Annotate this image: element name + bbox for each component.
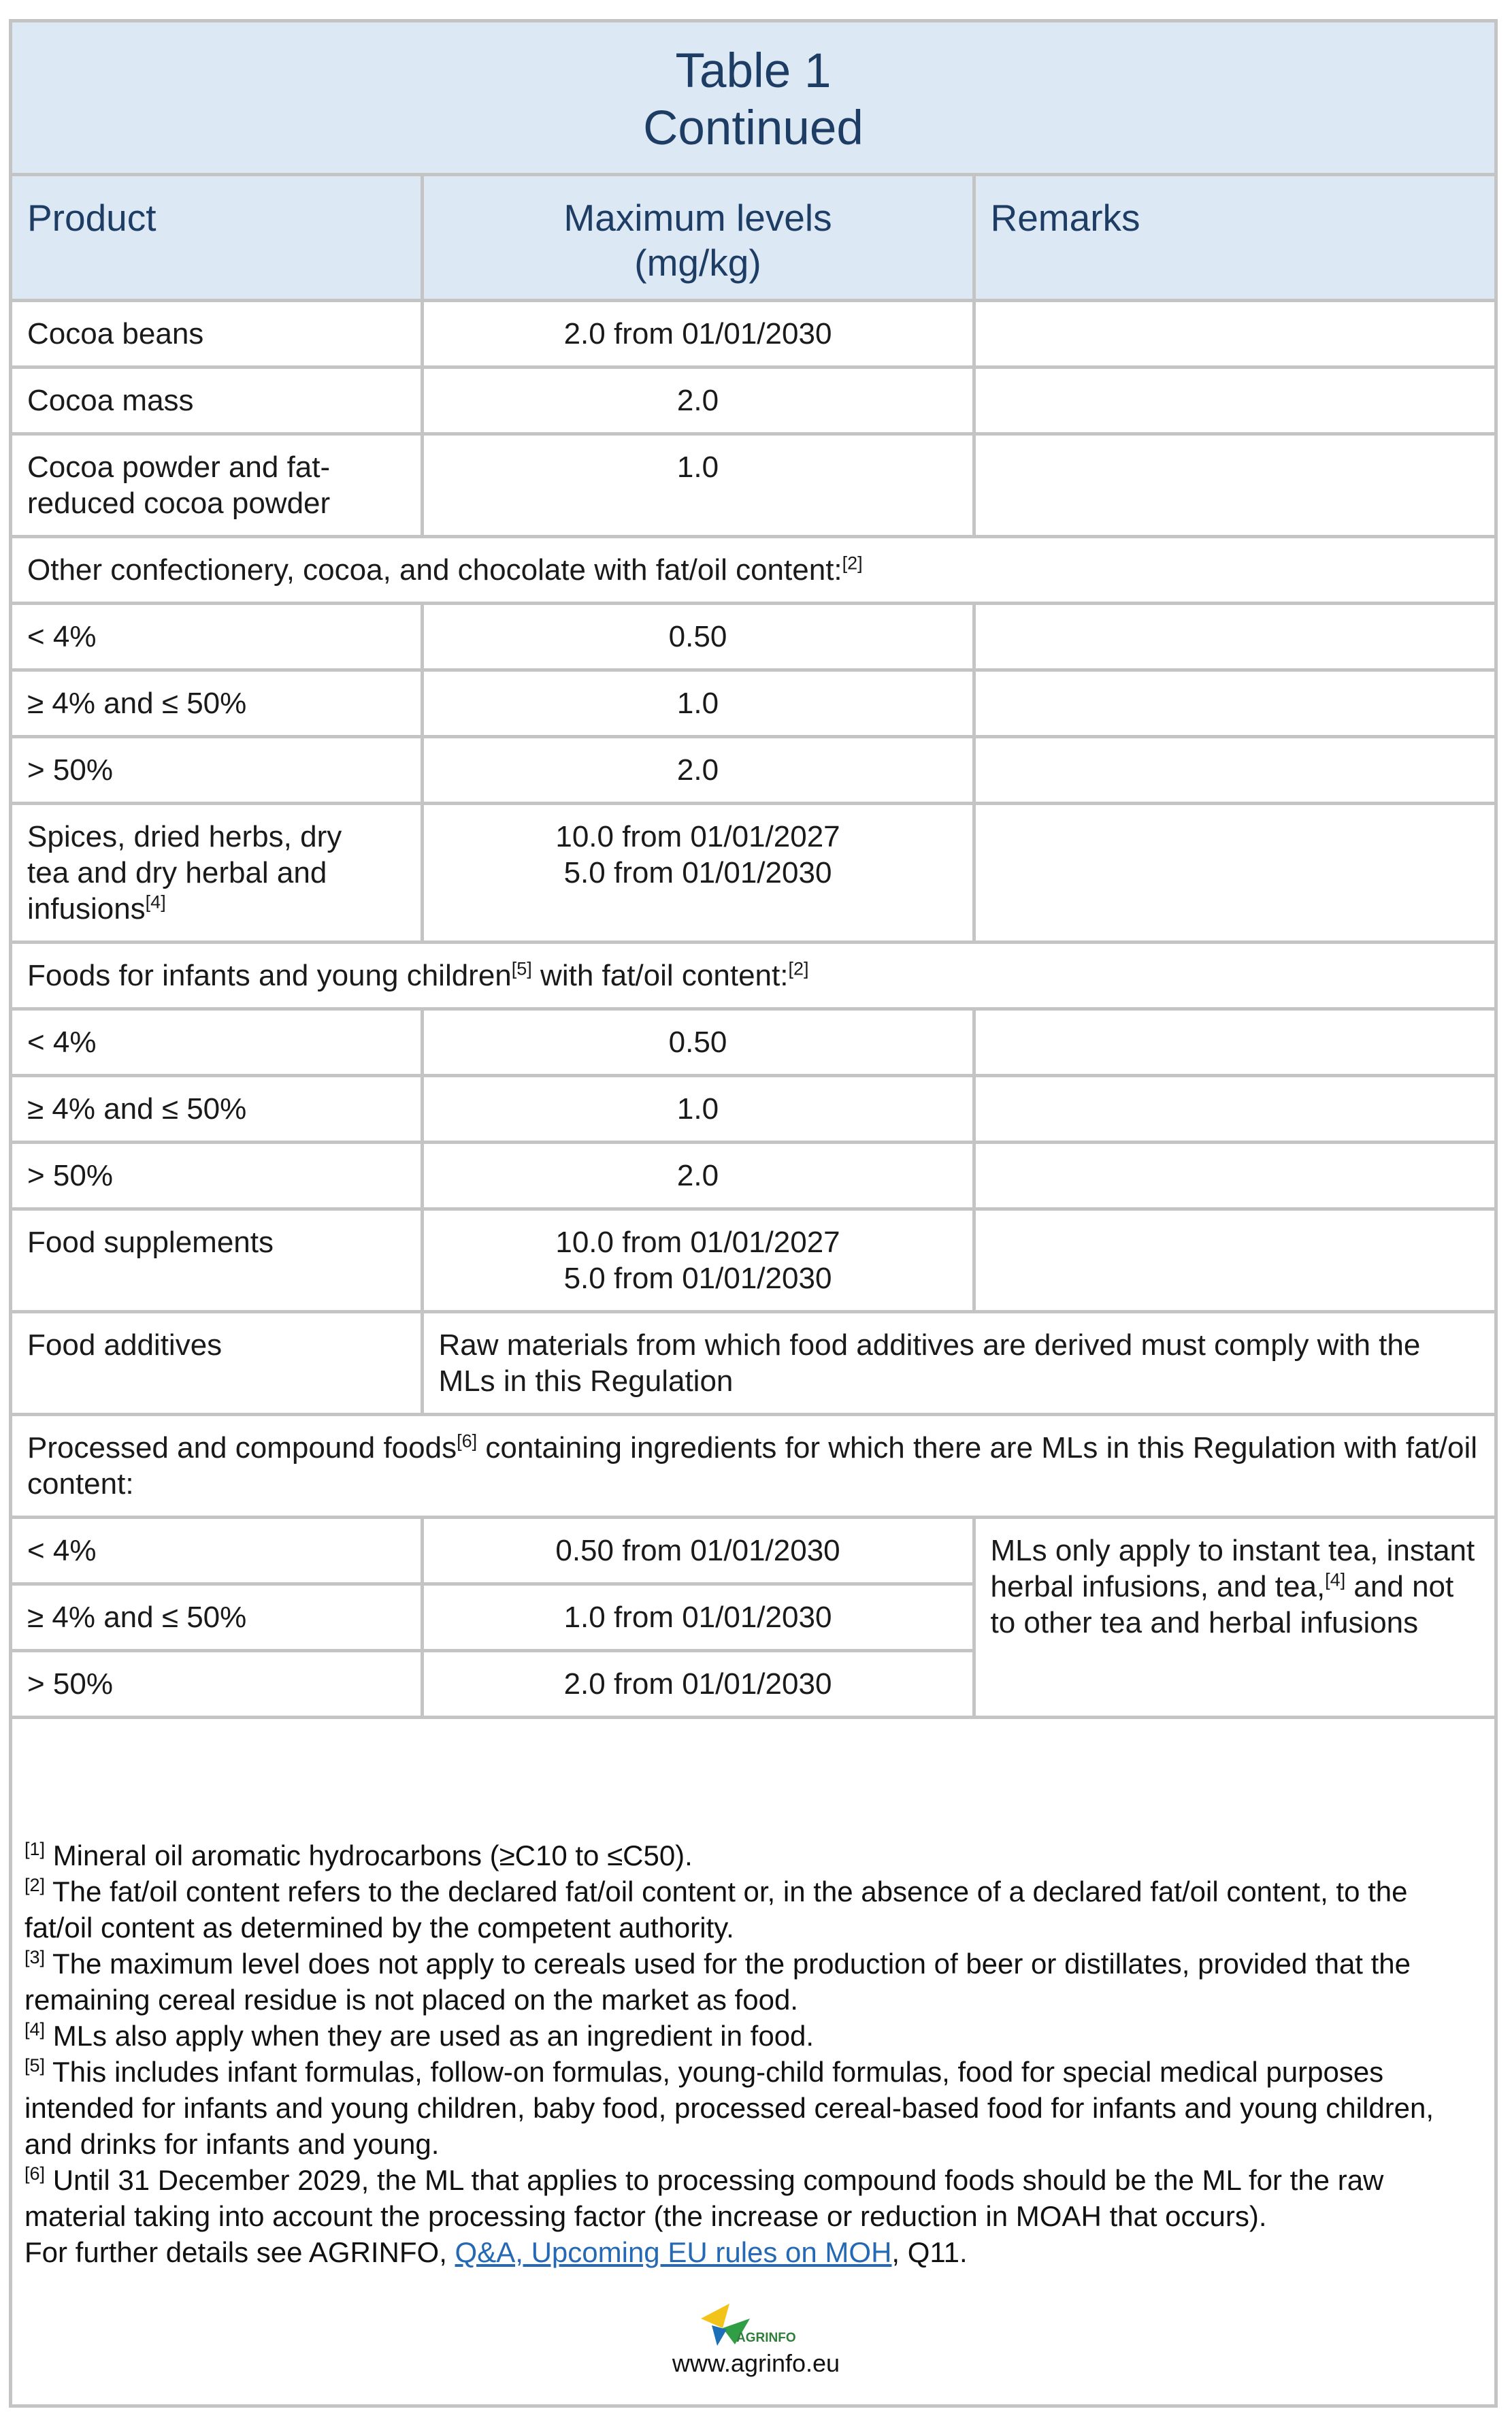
table-row <box>12 1076 1494 1143</box>
agrinfo-logo-icon <box>687 2298 810 2353</box>
header-product: Product <box>12 176 422 301</box>
moh-qa-link[interactable]: Q&A, Upcoming EU rules on MOH <box>455 2236 892 2268</box>
svg-text:AGRINFO: AGRINFO <box>736 2331 796 2345</box>
section-heading-row <box>12 1415 1494 1518</box>
section-heading: Processed and compound foods[6] containing ingredients for which there are MLs in this Regulation with fat/oil content: <box>12 1415 1494 1518</box>
section-heading-row <box>12 943 1494 1009</box>
ml-cell: 2.0 from 01/01/2030 <box>422 301 974 367</box>
fat-range-cell: ≥ 4% and ≤ 50% <box>12 1584 422 1651</box>
table-row <box>12 737 1494 804</box>
ml-cell: 2.0 <box>422 1143 974 1209</box>
remarks-cell <box>974 670 1494 737</box>
product-cell: Cocoa powder and fat- reduced cocoa powder <box>12 434 422 537</box>
remarks-cell <box>974 1209 1494 1312</box>
ml-cell: 0.50 from 01/01/2030 <box>422 1518 974 1584</box>
ml-cell: 0.50 <box>422 1009 974 1076</box>
footnote: [1] Mineral oil aromatic hydrocarbons (≥C10 to ≤C50). <box>24 1839 693 1871</box>
fat-range-cell: ≥ 4% and ≤ 50% <box>12 670 422 737</box>
ml-cell: 2.0 <box>422 367 974 434</box>
ml-cell: 1.0 <box>422 670 974 737</box>
ml-cell: 1.0 <box>422 1076 974 1143</box>
ml-cell: 1.0 <box>422 434 974 537</box>
fat-range-cell: > 50% <box>12 1651 422 1718</box>
table-row <box>12 301 1494 367</box>
footnote: [6] Until 31 December 2029, the ML that applies to processing compound foods should be the ML for the raw material taking into account the processing factor (the increase or reduction in MOAH that occurs). <box>24 2163 1384 2232</box>
table-row <box>12 604 1494 670</box>
table-row <box>12 367 1494 434</box>
website-url: www.agrinfo.eu <box>672 2349 840 2377</box>
remarks-cell <box>974 737 1494 804</box>
ml-cell: Raw materials from which food additives are derived must comply with the MLs in this Regulation <box>422 1312 1494 1415</box>
remarks-cell <box>974 604 1494 670</box>
table-row <box>12 1143 1494 1209</box>
ml-cell: 0.50 <box>422 604 974 670</box>
footnote: [3] The maximum level does not apply to cereals used for the production of beer or distillates, provided that the remaining cereal residue is not placed on the market as food. <box>24 1947 1411 2016</box>
ml-table <box>12 176 1494 1719</box>
footnotes <box>24 1837 1467 2270</box>
product-cell: Cocoa mass <box>12 367 422 434</box>
section-heading-row <box>12 537 1494 604</box>
table-row <box>12 434 1494 537</box>
table-title-line1: Table 1 <box>675 44 832 98</box>
fat-range-cell: > 50% <box>12 737 422 804</box>
remarks-cell <box>974 301 1494 367</box>
fat-range-cell: < 4% <box>12 1518 422 1584</box>
further-details: For further details see AGRINFO, Q&A, Upcoming EU rules on MOH, Q11. <box>24 2236 968 2268</box>
header-remarks: Remarks <box>974 176 1494 301</box>
remarks-cell <box>974 434 1494 537</box>
remarks-cell <box>974 804 1494 943</box>
table-title-line2: Continued <box>643 101 864 155</box>
remarks-cell <box>974 367 1494 434</box>
ml-cell: 1.0 from 01/01/2030 <box>422 1584 974 1651</box>
product-cell: Spices, dried herbs, dry tea and dry herbal and infusions[4] <box>12 804 422 943</box>
remarks-cell <box>974 1143 1494 1209</box>
remarks-cell: MLs only apply to instant tea, instant herbal infusions, and tea,[4] and not to other tea and herbal infusions <box>974 1518 1494 1718</box>
footnote: [2] The fat/oil content refers to the declared fat/oil content or, in the absence of a declared fat/oil content, to the fat/oil content as determined by the competent authority. <box>24 1875 1408 1944</box>
table-title <box>12 22 1494 176</box>
ml-cell: 10.0 from 01/01/2027 5.0 from 01/01/2030 <box>422 804 974 943</box>
fat-range-cell: > 50% <box>12 1143 422 1209</box>
fat-range-cell: < 4% <box>12 1009 422 1076</box>
table-row <box>12 1009 1494 1076</box>
section-heading: Other confectionery, cocoa, and chocolate with fat/oil content:[2] <box>12 537 1494 604</box>
fat-range-cell: ≥ 4% and ≤ 50% <box>12 1076 422 1143</box>
header-row <box>12 176 1494 301</box>
table-row <box>12 804 1494 943</box>
footnote: [4] MLs also apply when they are used as an ingredient in food. <box>24 2019 815 2052</box>
remarks-cell <box>974 1009 1494 1076</box>
table-row <box>12 1312 1494 1415</box>
ml-cell: 10.0 from 01/01/2027 5.0 from 01/01/2030 <box>422 1209 974 1312</box>
product-cell: Food additives <box>12 1312 422 1415</box>
remarks-cell <box>974 1076 1494 1143</box>
fat-range-cell: < 4% <box>12 604 422 670</box>
table-row <box>12 1518 1494 1584</box>
header-max-levels: Maximum levels (mg/kg) <box>422 176 974 301</box>
table-row <box>12 1209 1494 1312</box>
footnote: [5] This includes infant formulas, follow-on formulas, young-child formulas, food for special medical purposes intended for infants and young children, baby food, processed cereal-based food for infants and young children, and drinks for infants and young. <box>24 2055 1434 2160</box>
table-row <box>12 670 1494 737</box>
product-cell: Food supplements <box>12 1209 422 1312</box>
ml-cell: 2.0 <box>422 737 974 804</box>
ml-cell: 2.0 from 01/01/2030 <box>422 1651 974 1718</box>
section-heading: Foods for infants and young children[5] with fat/oil content:[2] <box>12 943 1494 1009</box>
product-cell: Cocoa beans <box>12 301 422 367</box>
